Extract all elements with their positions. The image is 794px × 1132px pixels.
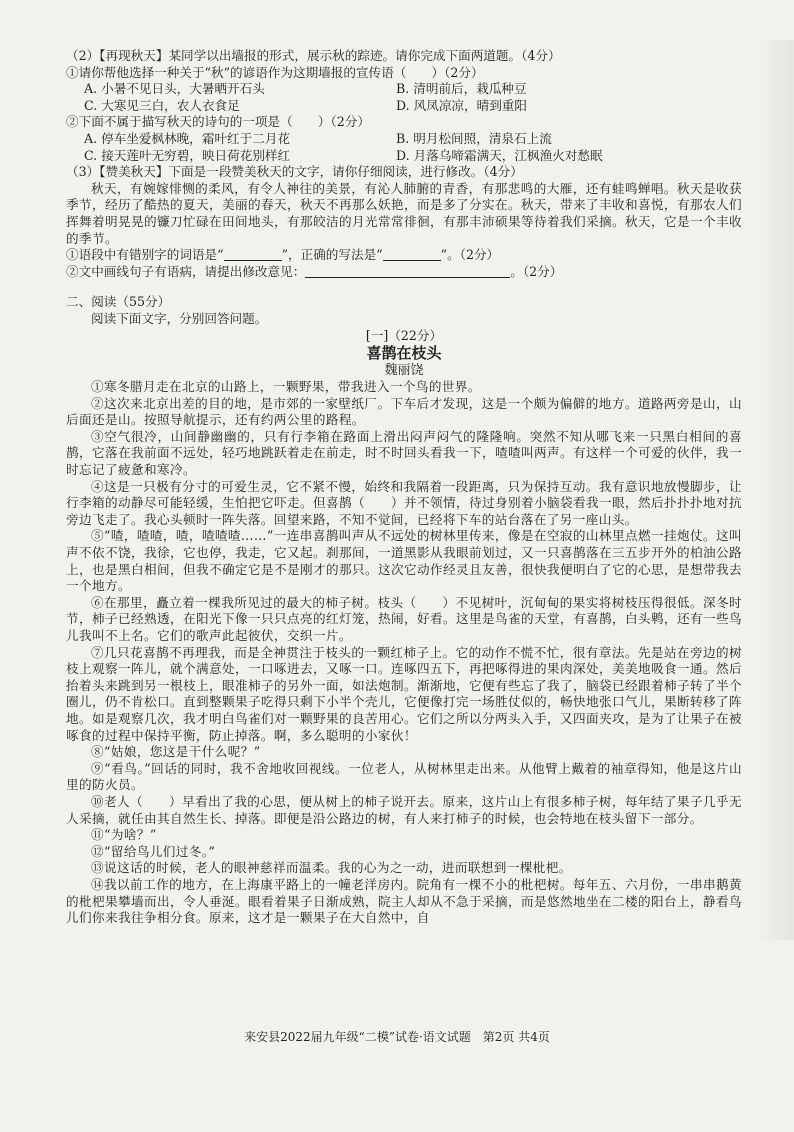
paragraph: ⑫“留给鸟儿们过冬。” [91,843,216,859]
paragraph: ②这次来北京出差的目的地，是市郊的一家壁纸厂。下车后才发现，这是一个颇为偏僻的地方。道路两旁是山，山后面还是山。按照导航提示，还有约两公里的路程。 [66,395,742,428]
paragraph: ⑨“看鸟。”回话的同时，我不舍地收回视线。一位老人，从树林里走出来。从他臂上戴着的袖章得知，他是这片山里的防火员。 [66,760,742,793]
option-c: C. 大寒见三白，农人衣食足 [84,97,240,113]
question-2 [66,48,742,164]
q2-2-stem: ②下面不属于描写秋天的诗句的一项是（ ）（2分） [66,114,370,130]
answer-blank[interactable] [224,248,282,261]
paragraph: ⑥在那里，矗立着一棵我所见过的最大的柿子树。枝头（ ）不见树叶，沉甸甸的果实将树枝压得很低。深冬时节，柿子已经熟透，在阳光下像一只只点亮的红灯笼，热闹，好看。这里是鸟雀的天堂，有喜鹊，白头鹎，还有一些鸟儿我叫不上名。它们的歌声此起彼伏，交织一片。 [66,594,742,643]
option-d: D. 月落乌啼霜满天，江枫渔火对愁眠 [396,147,603,163]
paragraph: ⑦几只花喜鹊不再理我，而是全神贯注于枝头的一颗红柿子上。它的动作不慌不忙，很有章法。先是站在旁边的树枝上观察一阵儿，就个满意处，一口啄进去，又啄一口。连啄四五下，再把啄得进的果肉深处，美美地吸食一通。然后抬着头来跳到另一根枝上，眼准柿子的另外一面，如法炮制。渐渐地，它便有些忘了我了，脑袋已经跟着柿子转了半个圈儿，仍不肯松口。直到整颗果子吃得只剩下小半个壳儿，它便像打完一场胜仗似的，畅快地张口气儿，果断转移了阵地。如是观察几次，我才明白鸟雀们对一颗野果的良苦用心。它们之所以分两头入手，又四面夹攻，是为了让果子在被啄食的过程中保持平衡，防止掉落。啊，多么聪明的小家伙！ [66,644,742,743]
paragraph: ⑤“喳，喳喳，喳，喳喳喳……”一连串喜鹊叫声从不远处的树林里传来，像是在空寂的山林里点燃一挂炮仗。这叫声不依不饶，我徐，它也停，我走，它又起。刹那间，一道黑影从我眼前划过，又一只喜鹊落在三五步开外的柏油公路上，也是黑白相间，但我不确定它是不是刚才的那只。这次它动作经灵且友善，很快我便明白了它的心思，是想带我去一个地方。 [66,528,742,594]
page-footer: 来安县2022届九年级“二模”试卷·语文试题 第2页 共4页 [244,1030,550,1044]
option-d: D. 风凤凉凉，晴到重阳 [396,97,527,113]
option-c: C. 接天莲叶无穷碧，映日荷花别样红 [84,147,291,163]
q3-heading: （3）【赞美秋天】下面是一段赞美秋天的文字，请你仔细阅读，进行修改。（4分） [66,164,523,180]
passage-title: 喜鹊在枝头 [366,344,442,363]
option-b: B. 明月松间照，清泉石上流 [396,130,552,146]
paragraph: ⑧“姑娘，您这是干什么呢？” [91,744,261,760]
q2-2-options-row1 [66,131,742,148]
paragraph: ⑪“为啥？” [91,827,157,843]
paragraph: ⑬说这话的时候，老人的眼神慈祥而温柔。我的心为之一动，进而联想到一棵枇杷。 [91,860,572,876]
paragraph: ①寒冬腊月走在北京的山路上，一颗野果，带我进入一个鸟的世界。 [91,379,481,395]
q2-heading: （2）【再现秋天】某同学以出墙报的形式，展示秋的踪迹。请你完成下面两道题。（4分） [66,48,561,63]
option-b: B. 清明前后，栽瓜种豆 [396,81,527,97]
paragraph: ④这是一只极有分寸的可爱生灵，它不紧不慢，始终和我隔着一段距离，只为保持互动。我有意识地放慢脚步，让行李箱的动静尽可能轻缓，生怕把它吓走。但喜鹊（ ）并不领情，待过身别着小脑袋看我一眼，然后扑扑扑地对抗旁边飞走了。我心头顿时一阵失落。回望来路，不知不觉间，已经将下车的站台落在了另一座山头。 [66,478,742,527]
option-a: A. 小暑不见日头，大暑晒开石头 [84,81,265,97]
section-reading [66,294,742,926]
section-heading: 二、阅读（55分） [66,294,171,310]
q2-1-options-row2 [66,98,742,115]
q3-2-prefix: ②文中画线句子有语病，请提出修改意见： [66,263,306,279]
passage-body [66,379,742,927]
q3-2-suffix: 。（2分） [510,263,563,279]
option-a: A. 停车坐爱枫林晚，霜叶红于二月花 [84,130,291,146]
q3-1-middle: ”，正确的写法是“ [281,247,383,263]
q3-2 [66,264,742,281]
q3-1-suffix: ”。（2分） [440,247,500,263]
paragraph: ③空气很冷，山间静幽幽的，只有行李箱在路面上滑出闷声闷气的隆隆响。突然不知从哪飞来一只黑白相间的喜鹊，它落在我前面不远处，轻巧地跳跃着走在前走，时不时回头看我一下，喳喳叫两声。有这样一个可爱的伙伴，我一时忘记了疲惫和寒冷。 [66,428,742,478]
answer-blank[interactable] [305,265,510,278]
section-instruction: 阅读下面文字，分别回答问题。 [91,310,268,326]
q3-1-prefix: ①语段中有错别字的词语是“ [66,247,224,263]
q2-1-options-row1 [66,81,742,98]
q2-1-stem: ①请你帮他选择一种关于“秋”的谚语作为这期墙报的宣传语（ ）（2分） [66,64,484,80]
paragraph: ⑭我以前工作的地方，在上海康平路上的一幢老洋房内。院角有一棵不小的枇杷树。每年五、六月份，一串串鹅黄的枇杷果攀墙而出，令人垂涎。眼看着果子日渐成熟，院主人却从不急于采摘，而是悠然地坐在二楼的阳台上，静看鸟儿们你来我往争相分食。原来，这才是一颗果子在大自然中，自 [66,876,742,926]
question-3 [66,164,742,280]
passage-label: [一]（22分） [365,327,443,343]
paragraph: ⑩老人（ ）早看出了我的心思，便从树上的柿子说开去。原来，这片山上有很多柿子树，每年结了果子几乎无人采摘，就任由其自然生长、掉落。即便是沿公路边的树，有人来打柿子的时候，也会特地在枝头留下一部分。 [66,793,742,826]
scan-shadow [754,40,794,940]
q2-2-options-row2 [66,148,742,165]
answer-blank[interactable] [383,248,441,261]
q3-1 [66,247,742,264]
q3-paragraph: 秋天，有婉嫁悱恻的柔风，有令人神往的美景，有沁人肺腑的青香，有那悲鸣的大雁，还有蛙鸣蝉唱。秋天是收获季节，经历了酷热的夏天，美丽的春天，秋天不再那么妖艳，而是多了分实在。秋天，带来了丰收和喜悦，有那农人们挥舞着明晃晃的镰刀忙碌在田间地头，有那皎洁的月光常常徘徊，有那丰沛硕果等待着我们采摘。秋天，它是一个丰收的季节。 [66,180,742,246]
passage-author: 魏丽饶 [384,363,424,379]
